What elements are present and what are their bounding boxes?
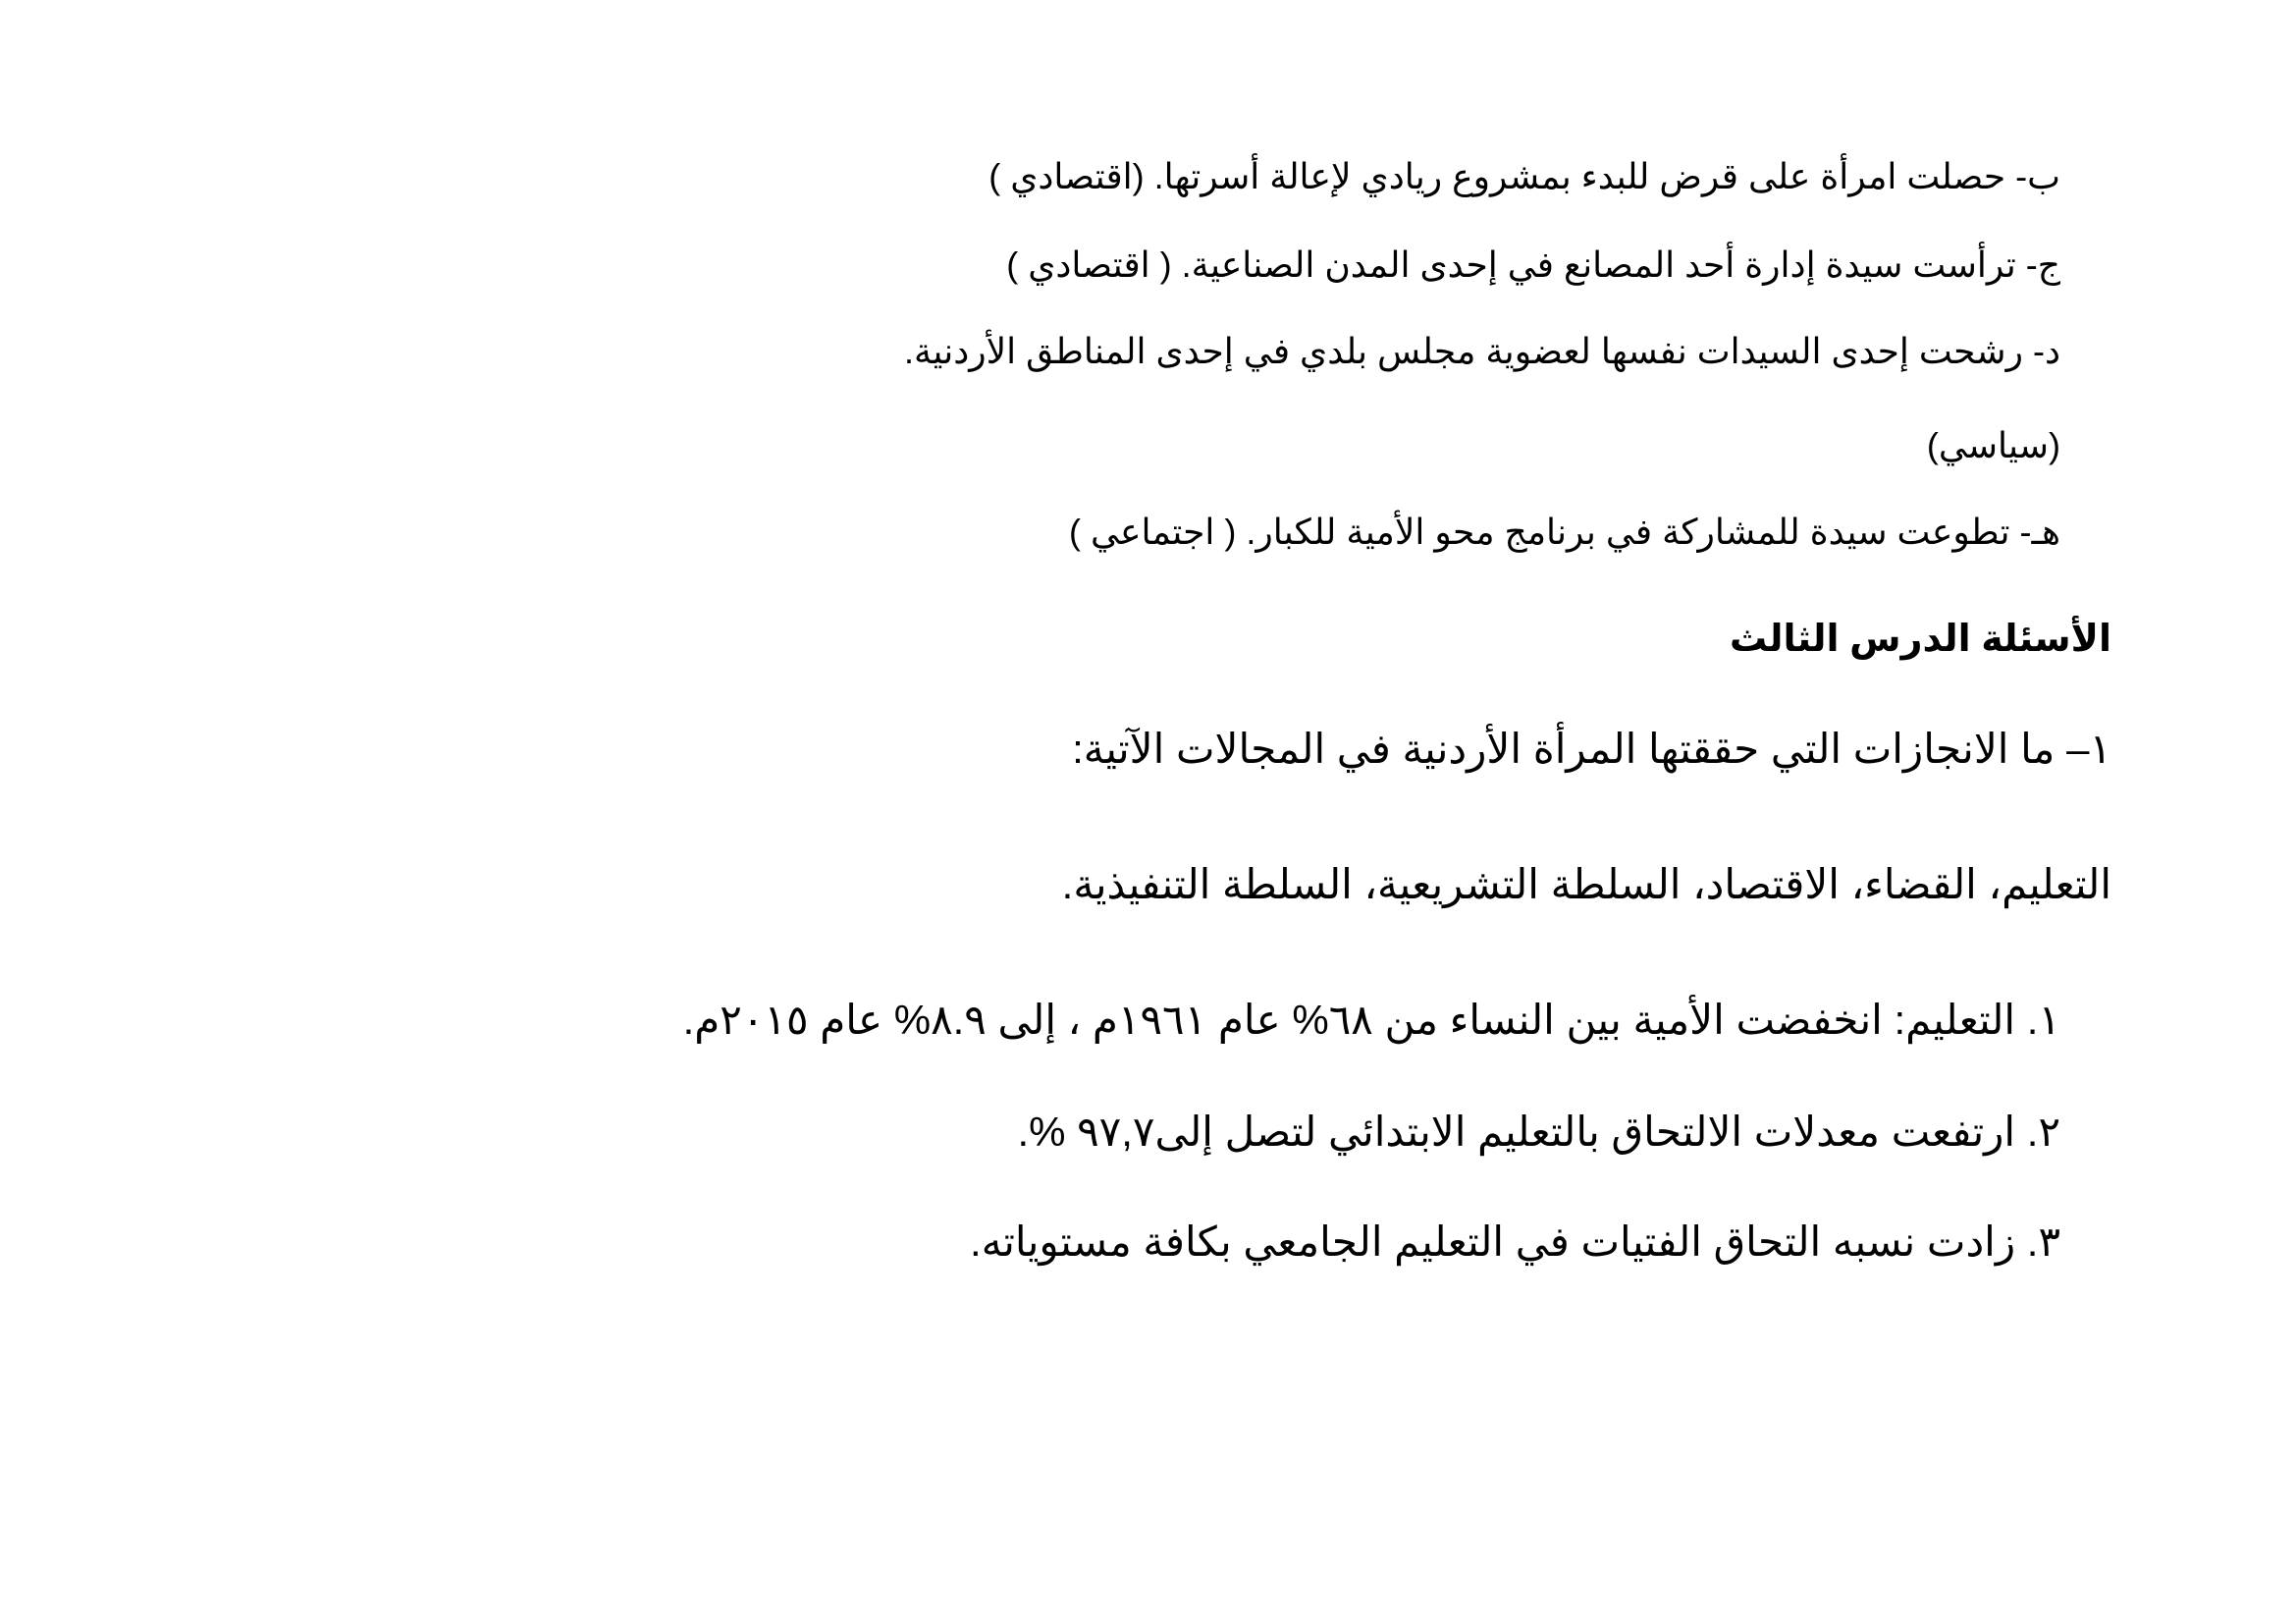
point-education-illiteracy: ١. التعليم: انخفضت الأمية بين النساء من ٦٨% عام ١٩٦١م ، إلى ٨.٩% عام ٢٠١٥م. bbox=[682, 997, 2060, 1043]
answer-c: ج- ترأست سيدة إدارة أحد المصانع في إحدى المدن الصناعية. ( اقتصادي ) bbox=[1006, 244, 2060, 285]
point-university-enrollment: ٣. زادت نسبه التحاق الفتيات في التعليم الجامعي بكافة مستوياته. bbox=[970, 1218, 2060, 1265]
question-1: ١– ما الانجازات التي حققتها المرأة الأردنية في المجالات الآتية: bbox=[1072, 726, 2111, 772]
question-fields: التعليم، القضاء، الاقتصاد، السلطة التشريعية، السلطة التنفيذية. bbox=[1061, 861, 2111, 907]
answer-d: د- رشحت إحدى السيدات نفسها لعضوية مجلس بلدي في إحدى المناطق الأردنية. bbox=[904, 331, 2060, 371]
point-primary-enrollment: ٢. ارتفعت معدلات الالتحاق بالتعليم الابتدائي لتصل إلى٩٧,٧ %. bbox=[1017, 1109, 2060, 1155]
answer-e: هـ- تطوعت سيدة للمشاركة في برنامج محو الأمية للكبار. ( اجتماعي ) bbox=[1069, 512, 2060, 552]
section-heading: الأسئلة الدرس الثالث bbox=[1730, 619, 2111, 660]
answer-b: ب- حصلت امرأة على قرض للبدء بمشروع ريادي لإعالة أسرتها. (اقتصادي ) bbox=[988, 156, 2060, 196]
answer-d-category: (سياسي) bbox=[1926, 425, 2060, 465]
